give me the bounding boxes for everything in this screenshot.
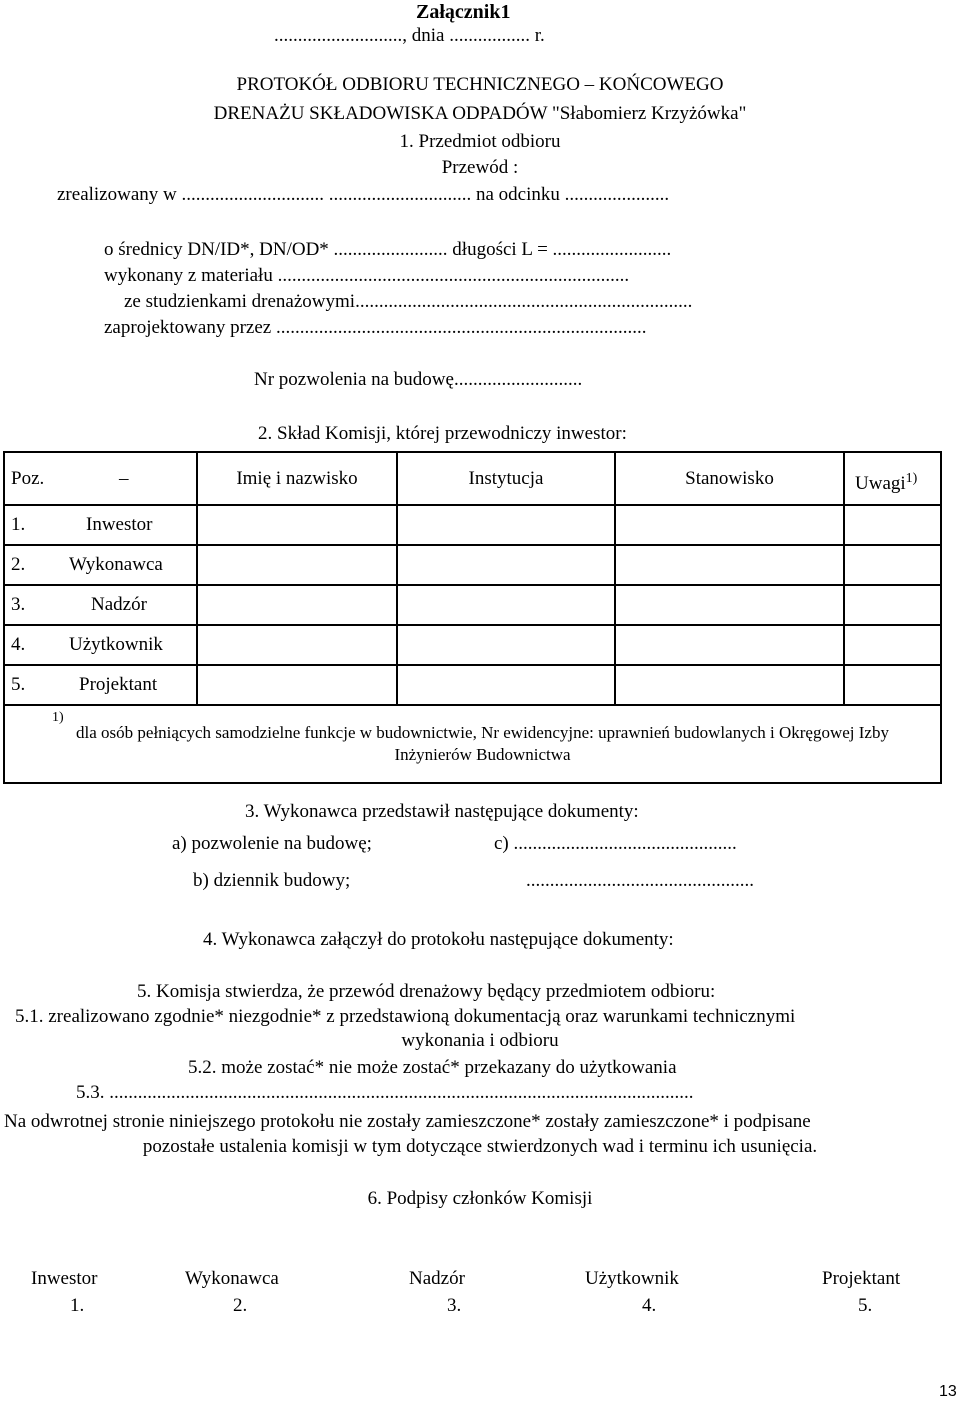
- signature-num: 5.: [858, 1295, 873, 1316]
- committee-row: [4, 665, 941, 705]
- name-cell: [197, 545, 397, 585]
- remarks-cell: [844, 665, 941, 705]
- remarks-cell: [844, 505, 941, 545]
- remarks-cell: [844, 545, 941, 585]
- conduit-label: Przewód :: [441, 157, 519, 178]
- doc-a: a) pozwolenie na budowę;: [172, 833, 372, 854]
- signature-num: 1.: [70, 1295, 85, 1316]
- row-role: Wykonawca: [69, 554, 163, 575]
- document-title-line2: DRENAŻU SKŁADOWISKA ODPADÓW "Słabomierz Krzyżówka": [213, 103, 747, 124]
- signature-role: Projektant: [822, 1268, 901, 1289]
- diameter-line: o średnicy DN/ID*, DN/OD* ........................ długości L = .........................: [104, 239, 672, 260]
- back-note-line2: pozostałe ustalenia komisji w tym dotyczące stwierdzonych wad i terminu ich usunięcia.: [142, 1136, 818, 1157]
- signature-num: 4.: [642, 1295, 657, 1316]
- signature-num: 2.: [233, 1295, 248, 1316]
- name-cell: [197, 585, 397, 625]
- footnote-cell: [4, 705, 941, 783]
- position-cell: [615, 665, 844, 705]
- committee-row: [4, 545, 941, 585]
- attachment-label: Załącznik1: [416, 1, 511, 23]
- role-cell: [4, 505, 197, 545]
- point-5-1-cont: wykonania i odbioru: [401, 1030, 559, 1051]
- name-cell: [197, 665, 397, 705]
- committee-header-row: [4, 452, 941, 505]
- point-5-3: 5.3. ...........................................................................................................................: [76, 1082, 694, 1103]
- doc-d: ................................................: [526, 870, 754, 891]
- institution-cell: [397, 585, 615, 625]
- header-remarks-sup: 1): [905, 470, 918, 486]
- section6-heading: 6. Podpisy członków Komisji: [367, 1188, 593, 1209]
- institution-cell: [397, 545, 615, 585]
- row-num: 1.: [11, 514, 26, 535]
- role-cell: [4, 585, 197, 625]
- row-num: 2.: [11, 554, 26, 575]
- institution-cell: [397, 625, 615, 665]
- position-cell: [615, 545, 844, 585]
- position-cell: [615, 625, 844, 665]
- header-dash: –: [119, 467, 129, 489]
- section5-heading: 5. Komisja stwierdza, że przewód drenażowy będący przedmiotem odbioru:: [137, 981, 716, 1002]
- row-num: 5.: [11, 674, 26, 695]
- position-cell: [615, 505, 844, 545]
- row-role: Projektant: [79, 674, 158, 695]
- row-role: Nadzór: [91, 594, 147, 615]
- doc-c: c) ...............................................: [494, 833, 737, 854]
- material-line: wykonany z materiału ..........................................................................: [104, 265, 630, 286]
- header-position: Stanowisko: [615, 452, 844, 505]
- committee-table: [3, 451, 942, 784]
- header-remarks-label: Uwagi: [855, 472, 906, 494]
- committee-row: [4, 505, 941, 545]
- signature-role: Inwestor: [31, 1268, 98, 1289]
- section4-heading: 4. Wykonawca załączył do protokołu następujące dokumenty:: [203, 929, 674, 950]
- role-cell: [4, 665, 197, 705]
- header-name: Imię i nazwisko: [197, 452, 397, 505]
- point-5-2: 5.2. może zostać* nie może zostać* przekazany do użytkowania: [188, 1057, 677, 1078]
- institution-cell: [397, 505, 615, 545]
- row-role: Użytkownik: [69, 634, 163, 655]
- row-num: 3.: [11, 594, 26, 615]
- row-num: 4.: [11, 634, 26, 655]
- signature-num: 3.: [447, 1295, 462, 1316]
- institution-cell: [397, 665, 615, 705]
- name-cell: [197, 505, 397, 545]
- footnote-marker: 1): [52, 710, 64, 725]
- designed-line: zaprojektowany przez ..............................................................................: [104, 317, 647, 338]
- remarks-cell: [844, 625, 941, 665]
- remarks-cell: [844, 585, 941, 625]
- signature-role: Użytkownik: [585, 1268, 679, 1289]
- section1-heading: 1. Przedmiot odbioru: [399, 131, 561, 152]
- signature-role: Nadzór: [409, 1268, 465, 1289]
- role-cell: [4, 545, 197, 585]
- doc-b: b) dziennik budowy;: [193, 870, 351, 891]
- row-role: Inwestor: [86, 514, 153, 535]
- footnote-text: dla osób pełniących samodzielne funkcje w budownictwie, Nr ewidencyjne: uprawnień budowlanych i Okręgowej Izby Inżynierów Budownictwa: [76, 723, 889, 764]
- signature-role: Wykonawca: [185, 1268, 279, 1289]
- back-note-line1: Na odwrotnej stronie niniejszego protokołu nie zostały zamieszczone* zostały zamieszczone* i podpisane: [4, 1111, 811, 1132]
- header-remarks: [844, 452, 941, 505]
- point-5-1: 5.1. zrealizowano zgodnie* niezgodnie* z przedstawioną dokumentacją oraz warunkami technicznymi: [15, 1006, 796, 1027]
- footnote-row: [4, 705, 941, 783]
- document-title-line1: PROTOKÓŁ ODBIORU TECHNICZNEGO – KOŃCOWEGO: [236, 74, 724, 95]
- role-cell: [4, 625, 197, 665]
- page-number: 13: [939, 1383, 957, 1400]
- header-pos-label: Poz.: [11, 467, 45, 489]
- section2-heading: 2. Skład Komisji, której przewodniczy inwestor:: [258, 423, 627, 444]
- position-cell: [615, 585, 844, 625]
- header-pos: [4, 452, 197, 505]
- date-line: ..........................., dnia ................. r.: [274, 25, 545, 46]
- section3-heading: 3. Wykonawca przedstawił następujące dokumenty:: [245, 801, 639, 822]
- realized-line: zrealizowany w .............................. .............................. na odcinku ......................: [57, 184, 670, 205]
- committee-row: [4, 625, 941, 665]
- committee-row: [4, 585, 941, 625]
- name-cell: [197, 625, 397, 665]
- wells-line: ze studzienkami drenażowymi.......................................................................: [124, 291, 693, 312]
- header-institution: Instytucja: [397, 452, 615, 505]
- permit-line: Nr pozwolenia na budowę...........................: [254, 369, 583, 390]
